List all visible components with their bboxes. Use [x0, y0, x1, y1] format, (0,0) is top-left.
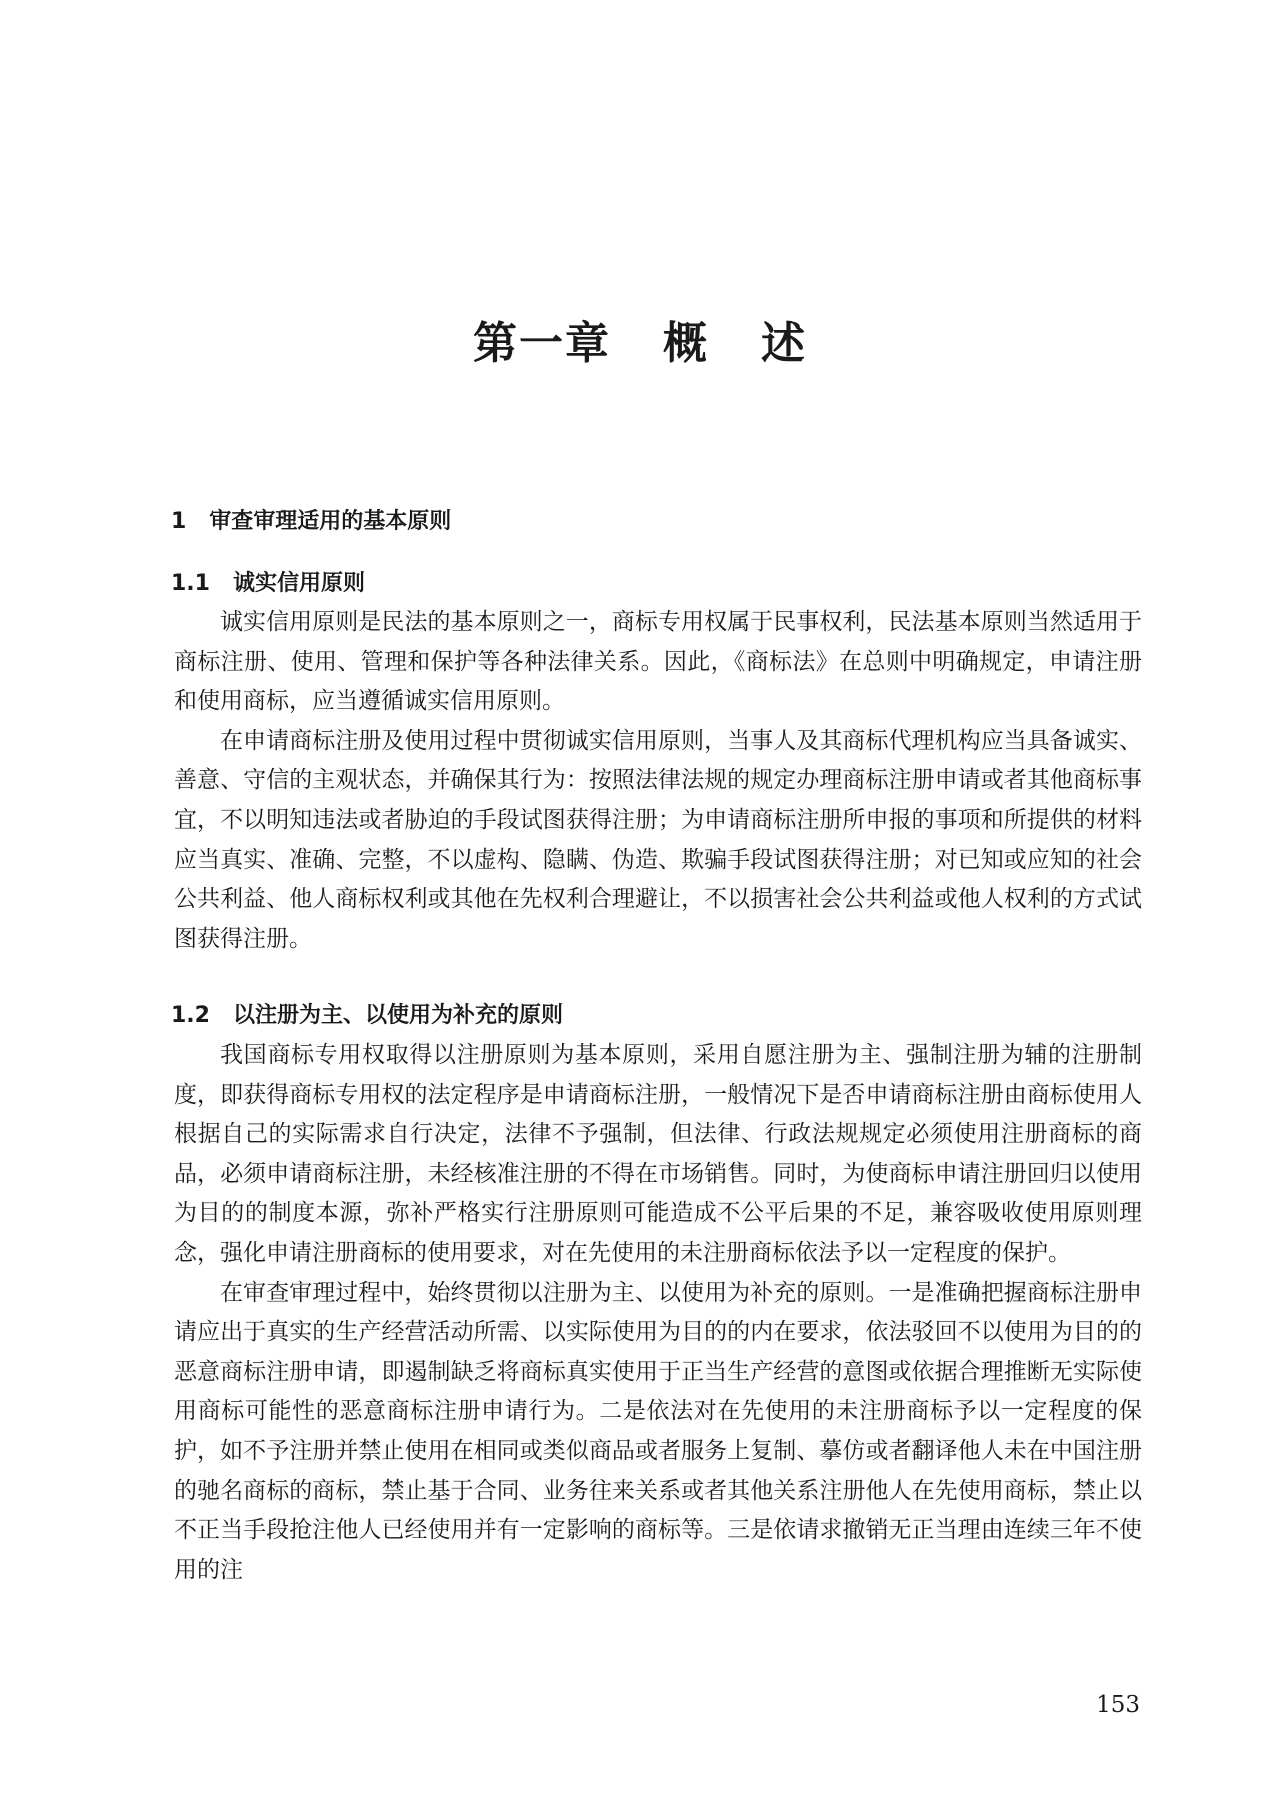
section-heading-1-1: 1.1 诚实信用原则: [171, 571, 365, 596]
section-1-1-body: [174, 603, 1142, 959]
section-heading-1: 1 审查审理适用的基本原则: [171, 509, 452, 534]
paragraph: 我国商标专用权取得以注册原则为基本原则，采用自愿注册为主、强制注册为辅的注册制度，即获得商标专用权的法定程序是申请商标注册，一般情况下是否申请商标注册由商标使用人根据自己的实际需求自行决定，法律不予强制，但法律、行政法规规定必须使用注册商标的商品，必须申请商标注册，未经核准注册的不得在市场销售。同时，为使商标申请注册回归以使用为目的的制度本源，弥补严格实行注册原则可能造成不公平后果的不足，兼容吸收使用原则理念，强化申请注册商标的使用要求，对在先使用的未注册商标依法予以一定程度的保护。: [174, 1042, 1142, 1266]
chapter-title: 第一章 概 述: [473, 318, 807, 370]
section-1-2-body: [174, 1036, 1142, 1590]
paragraph: 诚实信用原则是民法的基本原则之一，商标专用权属于民事权利，民法基本原则当然适用于商标注册、使用、管理和保护等各种法律关系。因此，《商标法》在总则中明确规定，申请注册和使用商标，应当遵循诚实信用原则。: [174, 609, 1142, 715]
paragraph: 在审查审理过程中，始终贯彻以注册为主、以使用为补充的原则。一是准确把握商标注册申请应出于真实的生产经营活动所需、以实际使用为目的的内在要求，依法驳回不以使用为目的的恶意商标注册申请，即遏制缺乏将商标真实使用于正当生产经营的意图或依据合理推断无实际使用商标可能性的恶意商标注册申请行为。二是依法对在先使用的未注册商标予以一定程度的保护，如不予注册并禁止使用在相同或类似商品或者服务上复制、摹仿或者翻译他人未在中国注册的驰名商标的商标，禁止基于合同、业务往来关系或者其他关系注册他人在先使用商标，禁止以不正当手段抢注他人已经使用并有一定影响的商标等。三是依请求撤销无正当理由连续三年不使用的注: [174, 1279, 1142, 1583]
section-heading-1-2: 1.2 以注册为主、以使用为补充的原则: [171, 1003, 563, 1028]
paragraph: 在申请商标注册及使用过程中贯彻诚实信用原则，当事人及其商标代理机构应当具备诚实、善意、守信的主观状态，并确保其行为：按照法律法规的规定办理商标注册申请或者其他商标事宜，不以明知违法或者胁迫的手段试图获得注册；为申请商标注册所申报的事项和所提供的材料应当真实、准确、完整，不以虚构、隐瞒、伪造、欺骗手段试图获得注册；对已知或应知的社会公共利益、他人商标权利或其他在先权利合理避让，不以损害社会公共利益或他人权利的方式试图获得注册。: [174, 727, 1142, 952]
page-number: 153: [1096, 1692, 1140, 1718]
